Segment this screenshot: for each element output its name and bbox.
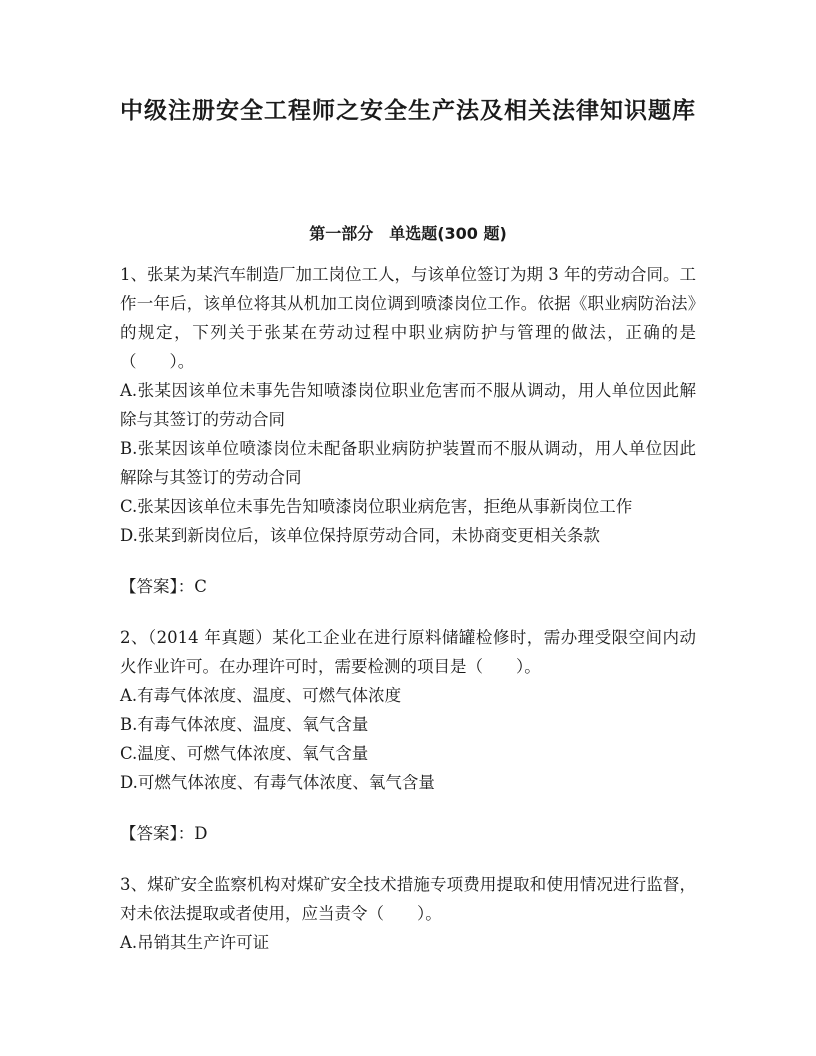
answer-value: C [194,577,207,596]
option-c: C.温度、可燃气体浓度、氧气含量 [120,744,369,763]
answer-label: 【答案】： [120,577,195,596]
option-d: D.可燃气体浓度、有毒气体浓度、氧气含量 [120,773,435,792]
answer-line [120,572,696,601]
option-b: B.有毒气体浓度、温度、氧气含量 [120,715,369,734]
option-d: D.张某到新岗位后，该单位保持原劳动合同，未协商变更相关条款 [120,526,600,545]
section-heading: 第一部分 单选题(300 题) [309,224,507,243]
option-b: B.张某因该单位喷漆岗位未配备职业病防护装置而不服从调动，用人单位因此解除与其签订的劳动合同 [120,439,696,487]
answer-line [120,819,696,848]
answer-value: D [194,824,208,843]
option-a: A.有毒气体浓度、温度、可燃气体浓度 [120,686,402,705]
question-text: 1、张某为某汽车制造厂加工岗位工人，与该单位签订为期 3 年的劳动合同。工作一年后，该单位将其从机加工岗位调到喷漆岗位工作。依据《职业病防治法》的规定，下列关于张某在劳动过程中职业病防护与管理的做法，正确的是（ ）。 [120,265,696,371]
question-list [120,260,696,957]
question-text: 3、煤矿安全监察机构对煤矿安全技术措施专项费用提取和使用情况进行监督，对未依法提取或者使用，应当责令（ ）。 [120,875,696,923]
question-item [120,870,696,957]
question-text: 2、（2014 年真题）某化工企业在进行原料储罐检修时，需办理受限空间内动火作业许可。在办理许可时，需要检测的项目是（ ）。 [120,628,696,676]
option-a: A.张某因该单位未事先告知喷漆岗位职业危害而不服从调动，用人单位因此解除与其签订的劳动合同 [120,381,696,429]
answer-label: 【答案】： [120,824,195,843]
option-a: A.吊销其生产许可证 [120,933,270,952]
option-c: C.张某因该单位未事先告知喷漆岗位职业病危害，拒绝从事新岗位工作 [120,497,633,516]
question-item [120,623,696,848]
document-title: 中级注册安全工程师之安全生产法及相关法律知识题库 [120,98,696,124]
question-item [120,260,696,601]
